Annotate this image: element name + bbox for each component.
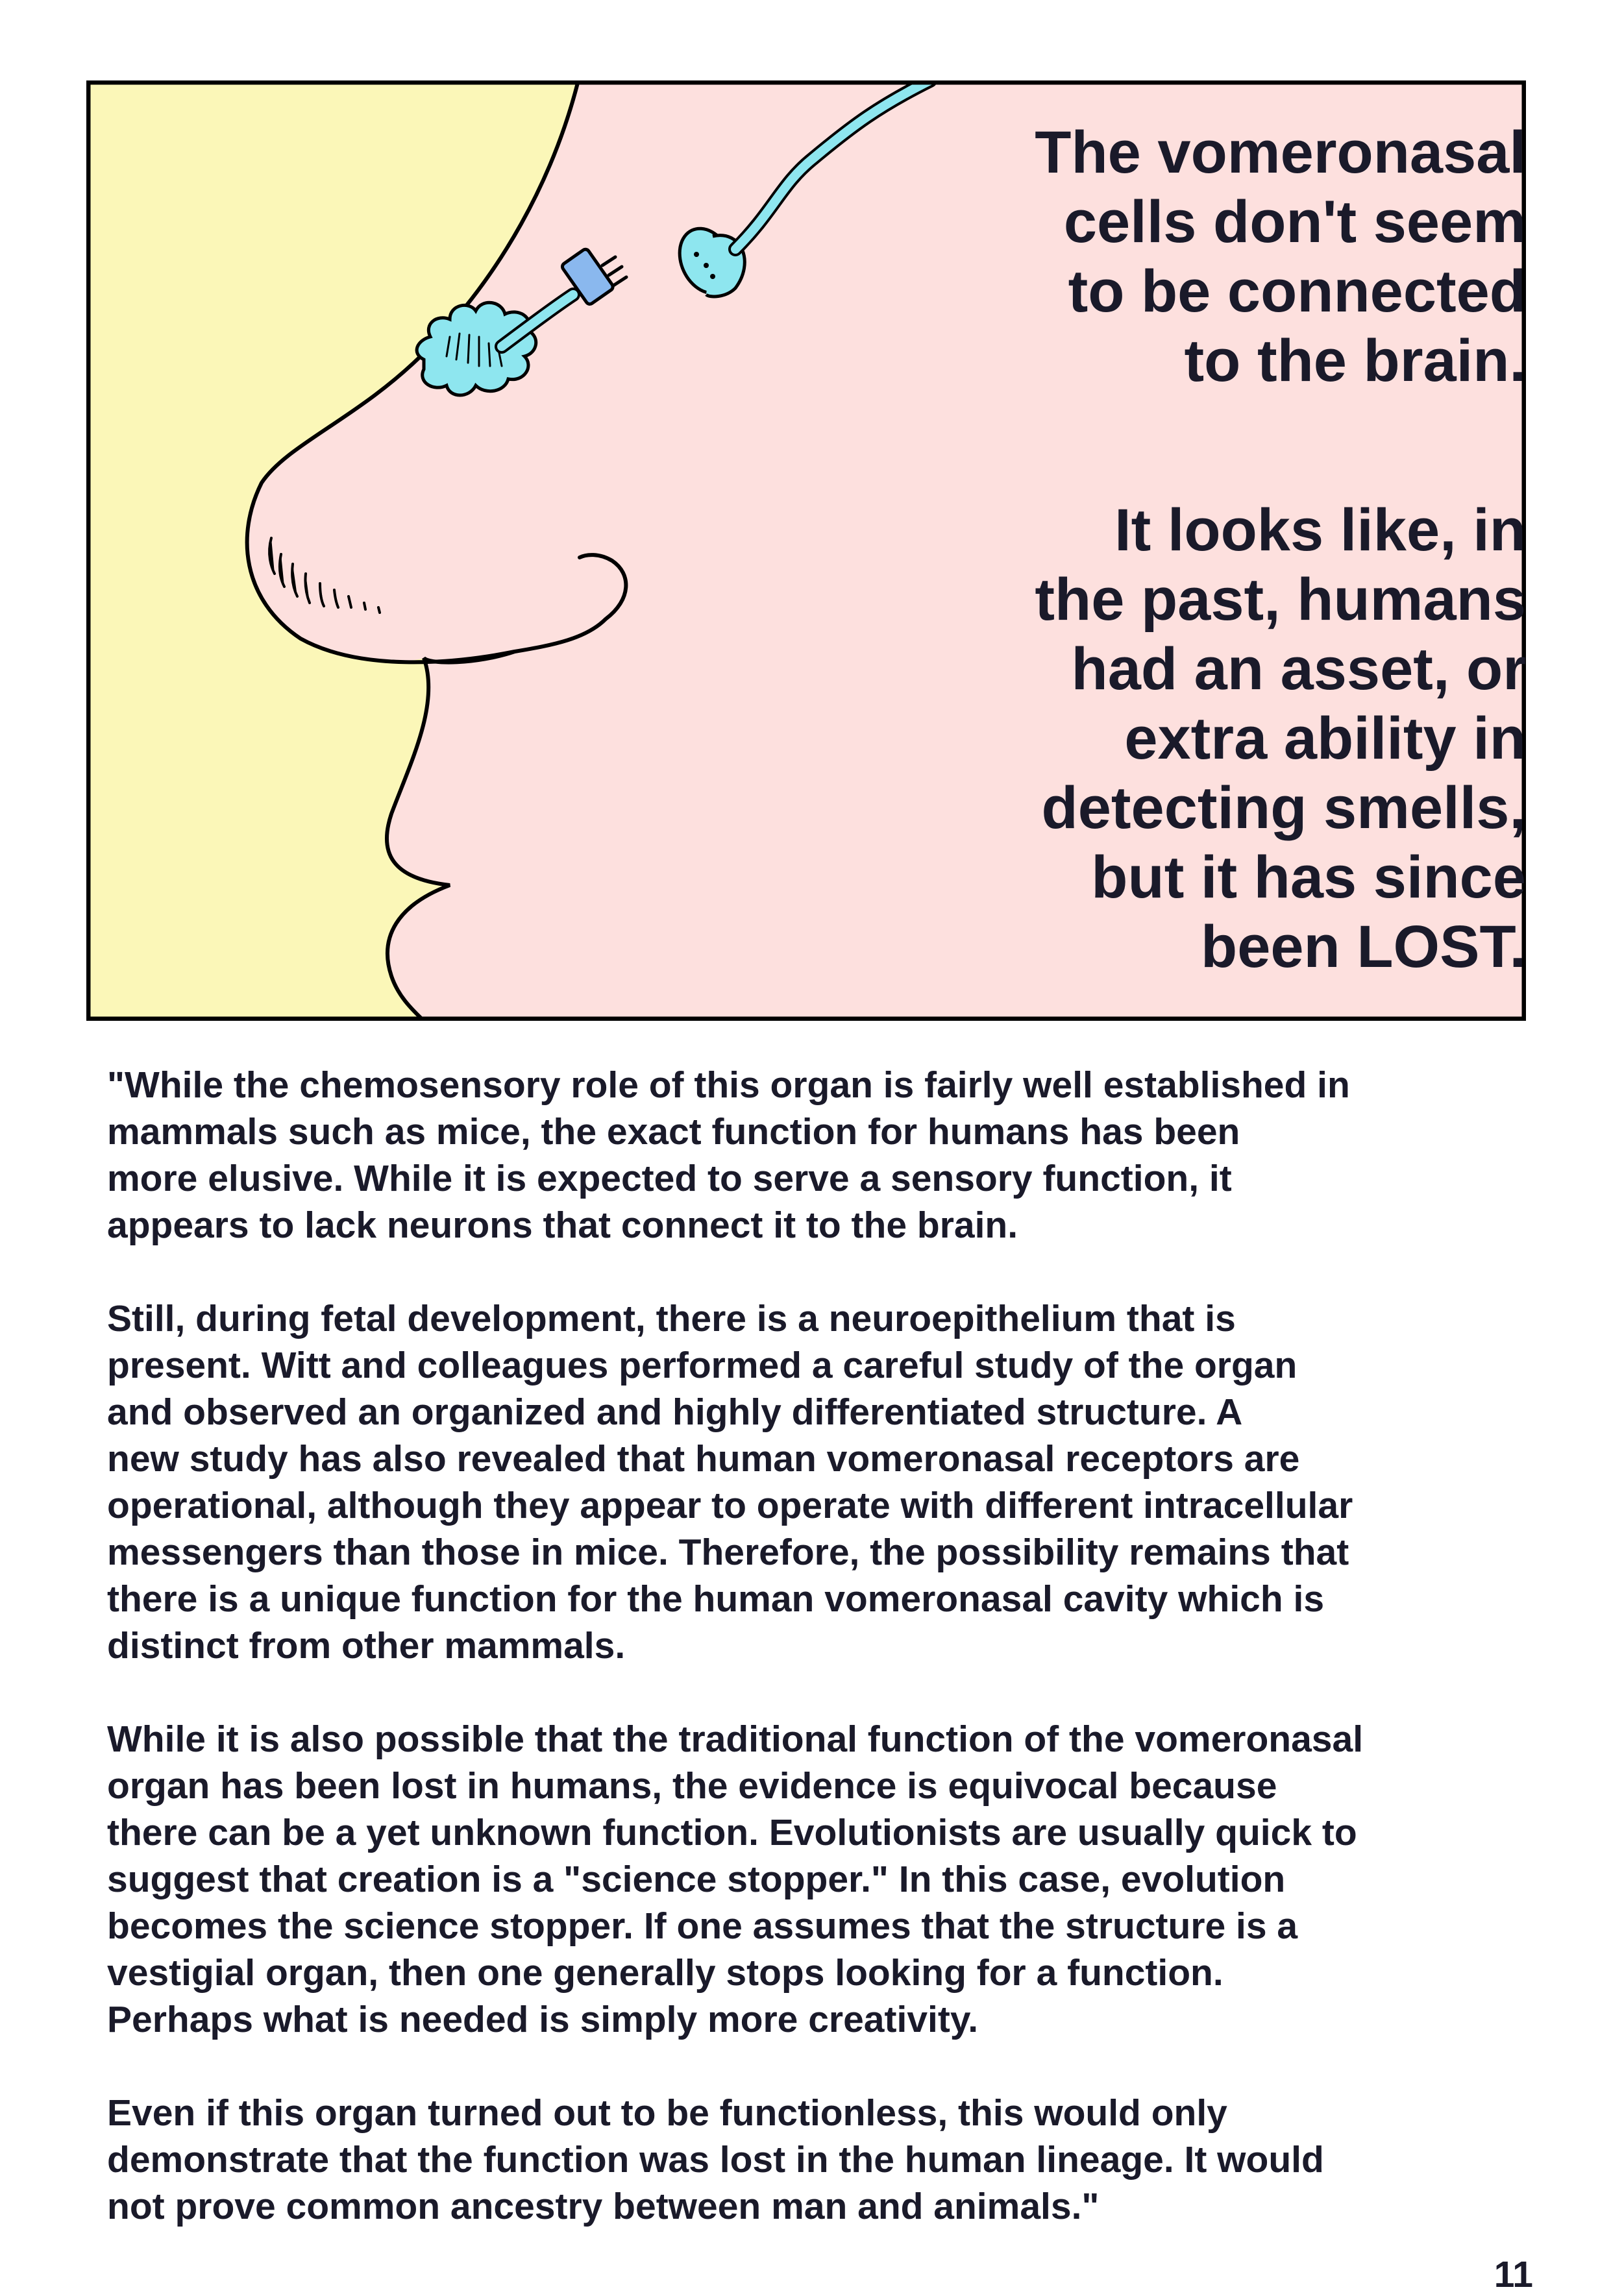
text-line: While it is also possible that the traditional function of the vomeronasal — [107, 1718, 1364, 1760]
text-line: operational, although they appear to operate with different intracellular — [107, 1485, 1353, 1526]
text-line: Still, during fetal development, there is a neuroepithelium that is — [107, 1298, 1236, 1339]
text-line: there can be a yet unknown function. Evolutionists are usually quick to — [107, 1812, 1357, 1853]
quote-paragraph — [107, 2090, 1535, 2230]
text-line: "While the chemosensory role of this organ is fairly well established in — [107, 1064, 1350, 1106]
caption-line: extra ability in — [1124, 705, 1526, 772]
caption-line: been LOST. — [1201, 914, 1526, 980]
text-line: present. Witt and colleagues performed a careful study of the organ — [107, 1345, 1297, 1386]
text-line: not prove common ancestry between man and animals." — [107, 2186, 1100, 2227]
text-line: demonstrate that the function was lost in the human lineage. It would — [107, 2139, 1324, 2180]
text-line: becomes the science stopper. If one assumes that the structure is a — [107, 1905, 1298, 1947]
caption-line: to the brain. — [1184, 328, 1526, 394]
caption-line: the past, humans — [1035, 567, 1526, 633]
quote-paragraph — [107, 1062, 1535, 1249]
caption-line: cells don't seem — [1063, 189, 1526, 255]
text-line: organ has been lost in humans, the evidence is equivocal because — [107, 1765, 1277, 1807]
text-line: Perhaps what is needed is simply more creativity. — [107, 1999, 979, 2040]
caption-line: detecting smells, — [1041, 775, 1526, 841]
text-line: mammals such as mice, the exact function for humans has been — [107, 1111, 1240, 1153]
quote-paragraph — [107, 1295, 1535, 1669]
caption-line: had an asset, or — [1071, 636, 1526, 702]
text-line: new study has also revealed that human vomeronasal receptors are — [107, 1438, 1300, 1480]
text-line: vestigial organ, then one generally stops looking for a function. — [107, 1952, 1224, 1994]
text-line: distinct from other mammals. — [107, 1625, 626, 1667]
text-line: more elusive. While it is expected to serve a sensory function, it — [107, 1158, 1232, 1199]
page-number: 11 — [1494, 2254, 1533, 2295]
text-line: messengers than those in mice. Therefore, the possibility remains that — [107, 1532, 1349, 1573]
caption-connection — [942, 118, 1526, 396]
text-line: and observed an organized and highly differentiated structure. A — [107, 1391, 1243, 1433]
text-line: suggest that creation is a "science stopper." In this case, evolution — [107, 1859, 1286, 1900]
text-line: there is a unique function for the human vomeronasal cavity which is — [107, 1578, 1325, 1620]
caption-line: to be connected — [1068, 258, 1526, 324]
caption-line: but it has since — [1091, 844, 1526, 910]
quote-paragraph — [107, 1716, 1535, 2043]
caption-line: The vomeronasal — [1035, 119, 1526, 186]
caption-line: It looks like, in — [1114, 497, 1526, 563]
comic-panel — [86, 80, 1526, 1021]
quote-body — [107, 1062, 1535, 2277]
text-line: Even if this organ turned out to be functionless, this would only — [107, 2092, 1227, 2134]
caption-lost-ability — [942, 496, 1526, 982]
text-line: appears to lack neurons that connect it to the brain. — [107, 1204, 1018, 1246]
